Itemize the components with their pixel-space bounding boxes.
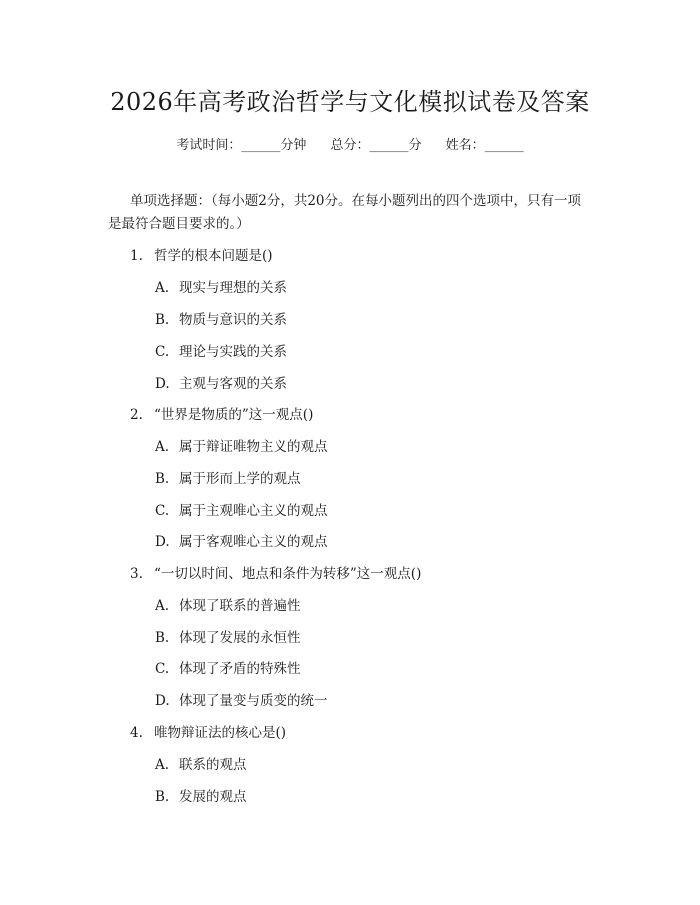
option-label: D. [155,376,170,392]
option-1a [155,276,287,296]
option-label: A. [155,280,170,296]
option-2c [155,499,328,519]
option-text: 属于辩证唯物主义的观点 [179,439,328,455]
option-text: 体现了量变与质变的统一 [179,693,328,709]
question-text: 哲学的根本问题是() [154,248,273,264]
option-label: A. [155,439,170,455]
section-instructions: 单项选择题：（每小题2分，共20分。在每小题列出的四个选项中，只有一项是最符合题目要求的。） [108,193,582,232]
option-3a [155,594,301,614]
option-3c [155,657,301,677]
option-2b [155,467,301,487]
option-label: C. [155,503,170,519]
option-4b [155,785,247,805]
option-text: 物质与意识的关系 [179,312,287,328]
option-label: D. [155,693,170,709]
page-title: 2026年高考政治哲学与文化模拟试卷及答案 [110,88,590,116]
option-4a [155,753,247,773]
question-number: 4. [130,725,143,741]
option-text: 属于主观唯心主义的观点 [179,503,328,519]
option-text: 体现了发展的永恒性 [179,630,301,646]
option-text: 理论与实践的关系 [179,344,287,360]
option-text: 主观与客观的关系 [179,376,287,392]
exam-meta [0,134,700,153]
total-score-field: 总分：______分 [330,138,422,153]
option-label: B. [155,789,170,805]
question-text: “一切以时间、地点和条件为转移”这一观点() [154,566,422,582]
option-1d [155,372,287,392]
option-text: 发展的观点 [179,789,247,805]
option-label: D. [155,534,170,550]
option-3b [155,626,301,646]
option-1b [155,308,287,328]
option-label: C. [155,344,170,360]
option-label: B. [155,471,170,487]
question-text: “世界是物质的”这一观点() [154,407,314,423]
question-1 [130,244,273,264]
student-name-field: 姓名：______ [445,138,524,153]
option-1c [155,340,287,360]
option-label: A. [155,757,170,773]
option-text: 现实与理想的关系 [179,280,287,296]
option-text: 体现了矛盾的特殊性 [179,661,301,677]
question-3 [130,562,421,582]
option-label: A. [155,598,170,614]
option-text: 属于客观唯心主义的观点 [179,534,328,550]
exam-time-field: 考试时间：______分钟 [176,138,307,153]
option-2d [155,530,328,550]
question-2 [130,403,313,423]
question-number: 2. [130,407,143,423]
question-4 [130,721,286,741]
option-text: 属于形而上学的观点 [179,471,301,487]
option-text: 联系的观点 [179,757,247,773]
question-number: 1. [130,248,143,264]
option-text: 体现了联系的普遍性 [179,598,301,614]
option-label: C. [155,661,170,677]
option-3d [155,689,328,709]
question-number: 3. [130,566,143,582]
option-2a [155,435,328,455]
option-label: B. [155,630,170,646]
option-label: B. [155,312,170,328]
question-text: 唯物辩证法的核心是() [154,725,287,741]
